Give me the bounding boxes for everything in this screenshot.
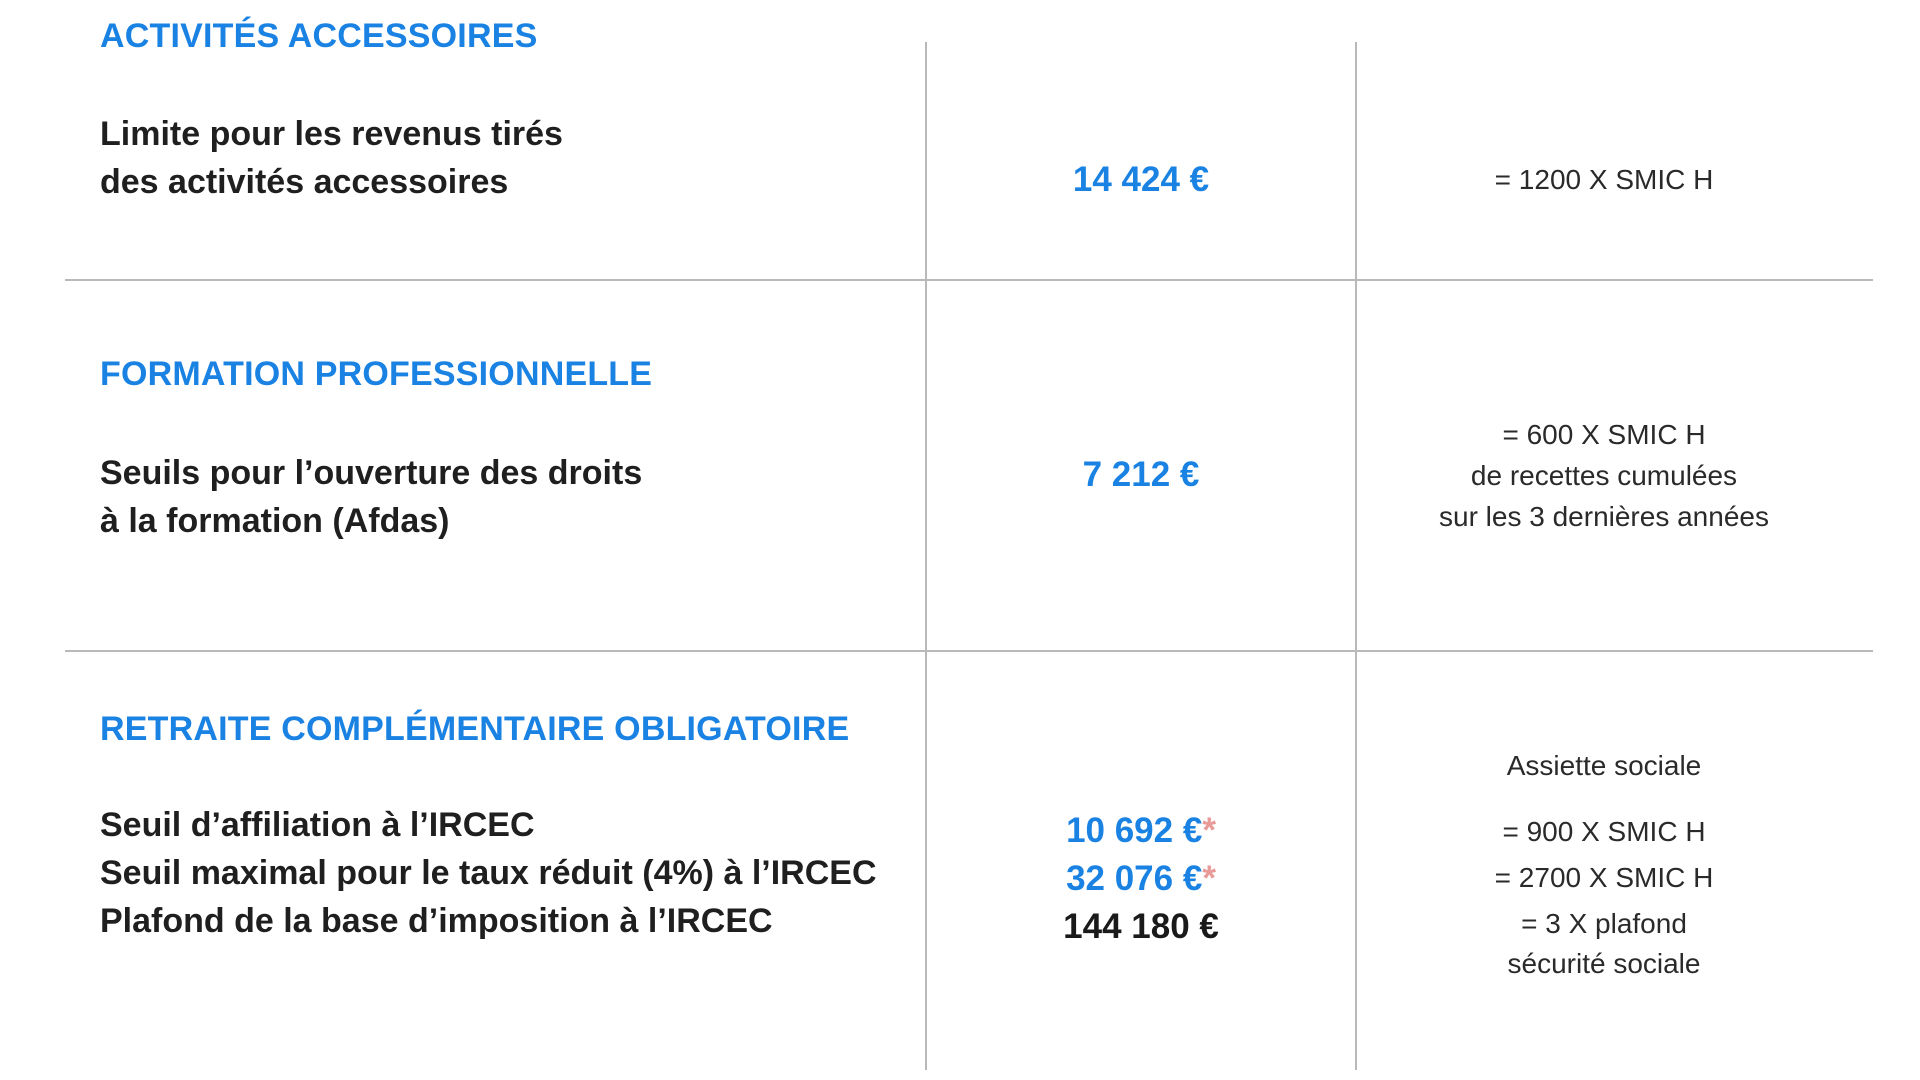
section-heading: ACTIVITÉS ACCESSOIRES bbox=[100, 17, 538, 55]
row-formula bbox=[1356, 160, 1852, 200]
label-line: Seuil maximal pour le taux réduit (4%) à l’IRCEC bbox=[100, 854, 877, 892]
formula-line: = 1200 X SMIC H bbox=[1494, 164, 1714, 195]
value-text: 10 692 € bbox=[1066, 811, 1203, 850]
value-text: 144 180 € bbox=[1063, 907, 1219, 946]
label-line: Seuil d’affiliation à l’IRCEC bbox=[100, 806, 535, 844]
value-amount bbox=[926, 903, 1356, 951]
row-label bbox=[100, 801, 877, 945]
row-divider-1 bbox=[65, 279, 1873, 281]
formula-line: = 900 X SMIC H bbox=[1502, 816, 1706, 847]
formula-title: Assiette sociale bbox=[1506, 750, 1702, 781]
label-line: Plafond de la base d’imposition à l’IRCEC bbox=[100, 902, 773, 940]
section-heading: FORMATION PROFESSIONNELLE bbox=[100, 355, 653, 393]
row-label bbox=[100, 449, 642, 545]
row-value bbox=[926, 451, 1356, 499]
label-line: des activités accessoires bbox=[100, 163, 509, 201]
formula-line: sur les 3 dernières années bbox=[1439, 501, 1769, 532]
row-formula bbox=[1356, 414, 1852, 537]
label-line: Seuils pour l’ouverture des droits bbox=[100, 454, 643, 492]
formula-line: de recettes cumulées bbox=[1470, 460, 1738, 491]
label-line: à la formation (Afdas) bbox=[100, 502, 450, 540]
value-amount bbox=[926, 807, 1356, 855]
formula-line: = 600 X SMIC H bbox=[1502, 419, 1706, 450]
formula-line: = 3 X plafond bbox=[1521, 908, 1687, 939]
row-formula bbox=[1356, 746, 1852, 984]
value-text: 32 076 € bbox=[1066, 859, 1203, 898]
asterisk-mark: * bbox=[1202, 811, 1216, 850]
section-heading: RETRAITE COMPLÉMENTAIRE OBLIGATOIRE bbox=[100, 710, 850, 748]
label-line: Limite pour les revenus tirés bbox=[100, 115, 563, 153]
value-amount bbox=[926, 855, 1356, 903]
formula-line: sécurité sociale bbox=[1507, 948, 1701, 979]
row-value bbox=[926, 807, 1356, 951]
value-amount: 14 424 € bbox=[1072, 160, 1210, 199]
formula-line: = 2700 X SMIC H bbox=[1494, 862, 1714, 893]
asterisk-mark: * bbox=[1202, 859, 1216, 898]
row-divider-2 bbox=[65, 650, 1873, 652]
row-value bbox=[926, 156, 1356, 204]
value-amount: 7 212 € bbox=[1082, 455, 1200, 494]
row-label bbox=[100, 110, 563, 206]
